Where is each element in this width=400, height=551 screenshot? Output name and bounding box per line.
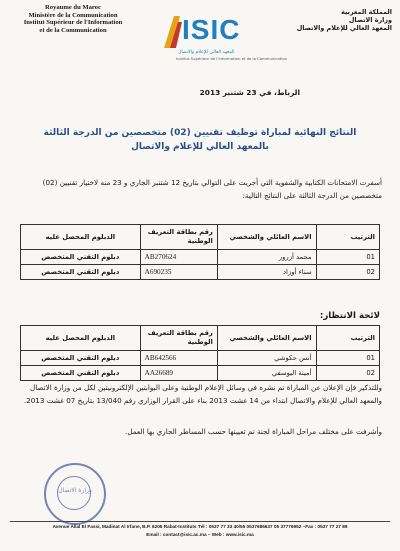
rank-cell: 01 bbox=[316, 250, 379, 265]
name-cell: أمينة اليوسفي bbox=[217, 366, 316, 381]
name-cell: محمد أزرور bbox=[217, 250, 316, 265]
reminder-paragraph: وللتذكير فإن الإعلان عن المباراة تم نشره في وسائل الإعلام الوطنية وعلى البوابتين الإلكترونيتين لكل من وزارة الاتصال والمعهد العالي للإعلام والاتصال ابتداء من 14 غشت 2013 بناء على القرار الوزاري رقم 13/040 بتاريخ 07 غشت 2013. bbox=[23, 383, 382, 405]
header-fr-line-2: Ministère de la Communication bbox=[28, 11, 118, 19]
header-fr-line-3: Institut Supérieur de l'Information bbox=[23, 19, 123, 27]
header-ar-line-3: المعهد العالي للإعلام والاتصال bbox=[296, 24, 392, 32]
footer-address: Avenue Allal El Fassi, Madinat Al Irfane, B.P. 6205 Rabat-Instituts Tél : 0537 77 33 40/55 0537686637 05 37776952 –Fax : 0537 77 27 89 bbox=[52, 524, 348, 529]
committee-paragraph: وأشرفت على مختلف مراحل المباراة لجنة تم تعيينها حسب المساطر الجاري بها العمل. bbox=[125, 427, 382, 436]
table-row bbox=[21, 250, 380, 265]
col-name: الاسم العائلي والشخصي bbox=[217, 326, 316, 351]
col-diploma: الدبلوم المحصل عليه bbox=[21, 326, 141, 351]
logo-subtitle-ar: المعهد العالي للإعلام والاتصال bbox=[178, 50, 235, 55]
title-line-2: بالمعهد العالي للإعلام والاتصال bbox=[131, 142, 269, 152]
col-cin: رقم بطاقة التعريف الوطنية bbox=[140, 225, 217, 250]
waiting-list-title: لائحة الانتظار: bbox=[319, 311, 380, 321]
table-row bbox=[21, 366, 380, 381]
rank-cell: 01 bbox=[316, 351, 379, 366]
results-header-row bbox=[21, 225, 380, 250]
header-ar-line-2: وزارة الاتصال bbox=[348, 16, 392, 24]
document-date: الرباط، في 23 شتنبر 2013 bbox=[199, 88, 300, 97]
waiting-header-row bbox=[21, 326, 380, 351]
diploma-cell: دبلوم التقني المتخصص bbox=[21, 265, 141, 280]
diploma-cell: دبلوم التقني المتخصص bbox=[21, 351, 141, 366]
diploma-cell: دبلوم التقني المتخصص bbox=[21, 250, 141, 265]
results-table bbox=[20, 224, 380, 280]
table-row bbox=[21, 265, 380, 280]
cin-cell: AA26689 bbox=[140, 366, 217, 381]
diploma-cell: دبلوم التقني المتخصص bbox=[21, 366, 141, 381]
col-diploma: الدبلوم المحصل عليه bbox=[21, 225, 141, 250]
rank-cell: 02 bbox=[316, 265, 379, 280]
cin-cell: A690235 bbox=[140, 265, 217, 280]
header-fr-line-4: et de la Communication bbox=[39, 26, 107, 34]
col-rank: الترتيب bbox=[316, 225, 379, 250]
stamp-text: وزارة الاتصال bbox=[58, 487, 92, 494]
header-french-block bbox=[8, 4, 138, 34]
intro-paragraph: أسفرت الامتحانات الكتابية والشفوية التي أجريت على التوالي بتاريخ 12 شتنبر الجاري و 23 منه لاختيار تقنيين (02) متخصصين من الدرجة الثالثة على النتائج التالية: bbox=[42, 178, 382, 200]
name-cell: أنس حكوشي bbox=[217, 351, 316, 366]
cin-cell: AB270624 bbox=[140, 250, 217, 265]
waiting-list-table bbox=[20, 325, 380, 381]
official-stamp-icon bbox=[44, 463, 106, 525]
footer-contact: Email : contact@isic.ac.ma – Web : www.isic.ma bbox=[146, 532, 254, 537]
header-fr-line-1: Royaume du Maroc bbox=[45, 4, 101, 11]
col-cin: رقم بطاقة التعريف الوطنية bbox=[140, 326, 217, 351]
footer-divider bbox=[10, 521, 390, 522]
header-ar-line-1: المملكة المغربية bbox=[341, 8, 392, 16]
table-row bbox=[21, 351, 380, 366]
cin-cell: AB642566 bbox=[140, 351, 217, 366]
name-cell: سناء أوزاد bbox=[217, 265, 316, 280]
col-rank: الترتيب bbox=[316, 326, 379, 351]
header-arabic-block bbox=[282, 8, 392, 32]
logo-text: ISIC bbox=[182, 14, 241, 45]
rank-cell: 02 bbox=[316, 366, 379, 381]
logo-subtitle-fr: Institut Supérieur de l'Information et de la Communication bbox=[176, 56, 288, 61]
col-name: الاسم العائلي والشخصي bbox=[217, 225, 316, 250]
title-line-1: النتائج النهائية لمباراة توظيف تقنيين (02) متخصصين من الدرجة الثالثة bbox=[43, 128, 357, 138]
